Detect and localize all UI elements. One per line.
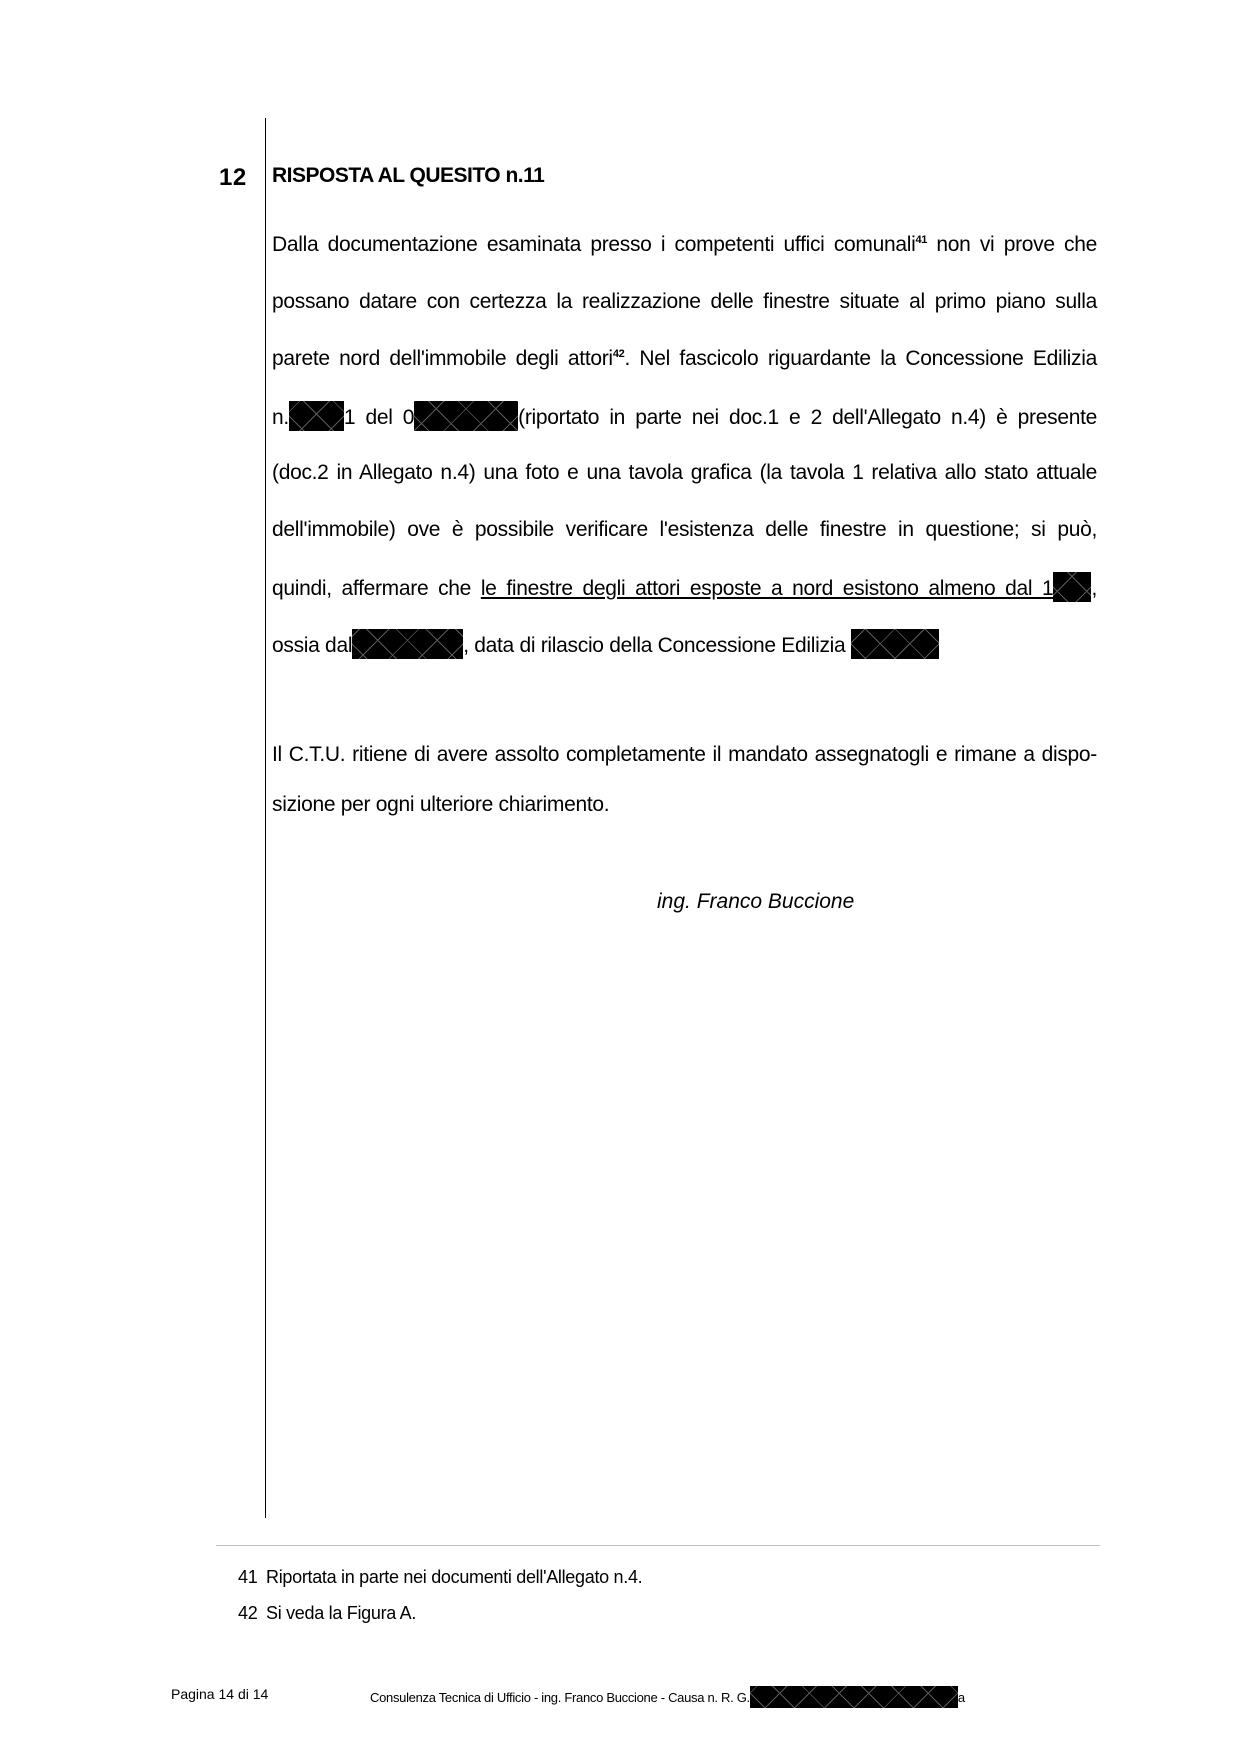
underlined-statement: le finestre degli attori esposte a nord esistono almeno dal 1 bbox=[480, 577, 1054, 600]
footnote-42 bbox=[238, 1603, 416, 1624]
paragraph-line: Dalla documentazione esaminata presso i competenti uffici comunali$^{41}$ non vi prove che bbox=[272, 233, 1097, 256]
signature: ing. Franco Buccione bbox=[657, 890, 855, 913]
footnote-text: Si veda la Figura A. bbox=[266, 1603, 417, 1623]
footnote-41 bbox=[238, 1567, 642, 1588]
paragraph-line: dell'immobile) ove è possibile verificare l'esistenza delle finestre in questione; si può, bbox=[272, 518, 1097, 541]
margin-rule bbox=[265, 118, 266, 1518]
paragraph-line: possano datare con certezza la realizzazione delle finestre situate al primo piano sulla bbox=[272, 290, 1097, 313]
footnote-number: 41 bbox=[238, 1567, 258, 1587]
paragraph-line: sizione per ogni ulteriore chiarimento. bbox=[272, 793, 610, 816]
footnote-number: 42 bbox=[238, 1603, 258, 1623]
footnote-separator bbox=[216, 1545, 1100, 1546]
footnote-ref[interactable]: 42 bbox=[612, 348, 625, 360]
redaction-block bbox=[352, 629, 463, 659]
paragraph-line: quindi, affermare che le finestre degli attori esposte a nord esistono almeno dal 1 , bbox=[272, 572, 1097, 602]
redaction-block bbox=[1053, 572, 1091, 602]
section-number: 12 bbox=[219, 164, 247, 191]
footnote-ref[interactable]: 41 bbox=[915, 234, 928, 246]
footnote-text: Riportata in parte nei documenti dell'Allegato n.4. bbox=[266, 1567, 643, 1587]
redaction-block bbox=[750, 1686, 958, 1708]
page-number: Pagina 14 di 14 bbox=[171, 1686, 269, 1702]
paragraph-line: Il C.T.U. ritiene di avere assolto completamente il mandato assegnatogli e rimane a dispo- bbox=[272, 743, 1097, 766]
section-title: RISPOSTA AL QUESITO n.11 bbox=[272, 164, 545, 187]
paragraph-line: ossia dal , data di rilascio della Concessione Edilizia bbox=[272, 629, 1097, 659]
redaction-block bbox=[289, 401, 344, 431]
paragraph-line: n. 1 del 0 (riportato in parte nei doc.1 e 2 dell'Allegato n.4) è presente bbox=[272, 401, 1097, 431]
redaction-block bbox=[414, 401, 518, 431]
paragraph-line: (doc.2 in Allegato n.4) una foto e una tavola grafica (la tavola 1 relativa allo stato attuale bbox=[272, 461, 1097, 484]
footer-reference: Consulenza Tecnica di Ufficio - ing. Franco Buccione - Causa n. R. G. a bbox=[370, 1686, 965, 1708]
paragraph-line: parete nord dell'immobile degli attori$^{42}$. Nel fascicolo riguardante la Concessione Edilizia bbox=[272, 347, 1097, 370]
redaction-block bbox=[851, 629, 939, 659]
